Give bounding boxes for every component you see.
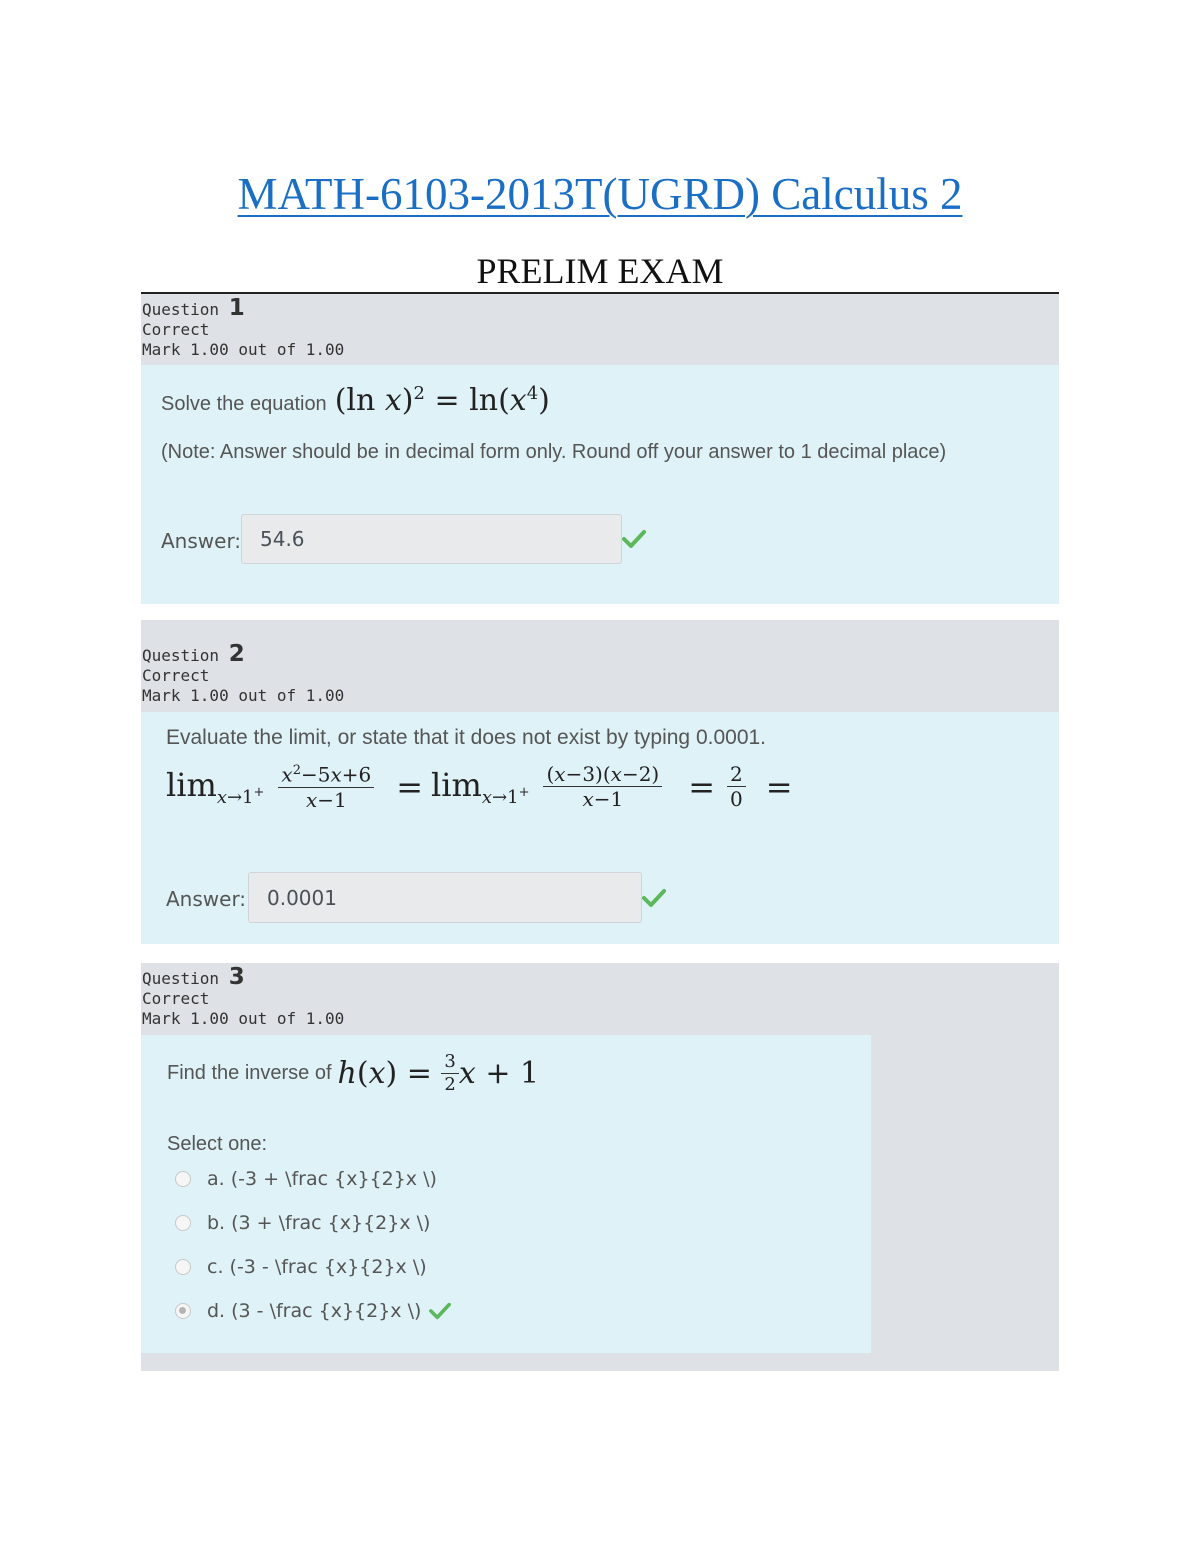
question-1-content: [141, 365, 1059, 604]
question-prompt: Solve the equation: [161, 393, 327, 415]
option-a[interactable]: [175, 1168, 437, 1190]
question-number: 3: [228, 964, 245, 990]
answer-label: Answer:: [161, 529, 242, 553]
option-b[interactable]: [175, 1212, 430, 1234]
radio-button[interactable]: [175, 1259, 191, 1275]
question-status: Correct: [142, 989, 210, 1008]
answer-input[interactable]: 54.6: [241, 514, 622, 564]
question-number: 1: [228, 295, 245, 321]
question-1-heading: [141, 295, 1059, 321]
question-label: Question: [142, 300, 220, 319]
option-c[interactable]: [175, 1256, 427, 1278]
check-icon: [642, 887, 666, 909]
question-label: Question: [142, 969, 220, 988]
check-icon: [622, 528, 646, 550]
question-prompt: Find the inverse of: [167, 1062, 332, 1084]
option-text: c. (-3 - \frac {x}{2}x \): [207, 1256, 427, 1278]
option-text: b. (3 + \frac {x}{2}x \): [207, 1212, 431, 1234]
question-note: (Note: Answer should be in decimal form only. Round off your answer to 1 decimal place): [161, 441, 947, 463]
check-icon: [429, 1301, 451, 1321]
document-title[interactable]: MATH-6103-2013T(UGRD) Calculus 2: [237, 169, 963, 219]
question-status: Correct: [142, 320, 210, 339]
question-2-heading: [141, 641, 1059, 667]
question-prompt: Evaluate the limit, or state that it does not exist by typing 0.0001.: [166, 726, 767, 749]
option-d[interactable]: [175, 1300, 451, 1322]
limit-expression: $\lim_{x\to 1^+}$ $\frac{x^2-5x+6}{x-1}$ = $\lim_{x\to 1^+}$ $\frac{(x-3)(x-2)}{x-1}$ = $\frac{2}{0}$ =: [166, 762, 793, 812]
equation: (ln $x)^2 = \ln(x^4)$: [334, 383, 550, 418]
radio-button[interactable]: [175, 1215, 191, 1231]
exam-title: PRELIM EXAM: [476, 251, 724, 291]
question-1-prompt-line: [161, 383, 550, 418]
function-definition: h ( x ) = $\frac{3}{2}$ x + 1: [337, 1051, 540, 1095]
select-one-label: Select one:: [167, 1133, 268, 1155]
question-1-info: [141, 294, 1059, 365]
question-number: 2: [228, 641, 245, 667]
option-text: d. (3 - \frac {x}{2}x \): [207, 1300, 422, 1322]
question-3-heading: [141, 964, 1059, 990]
question-label: Question: [142, 646, 220, 665]
question-mark: Mark 1.00 out of 1.00: [142, 1009, 345, 1028]
radio-button-selected[interactable]: [175, 1303, 191, 1319]
answer-label: Answer:: [166, 887, 247, 911]
question-mark: Mark 1.00 out of 1.00: [142, 686, 345, 705]
question-mark: Mark 1.00 out of 1.00: [142, 340, 345, 359]
question-2-info: [141, 620, 1059, 712]
answer-input[interactable]: 0.0001: [248, 872, 642, 923]
question-status: Correct: [142, 666, 210, 685]
radio-button[interactable]: [175, 1171, 191, 1187]
option-text: a. (-3 + \frac {x}{2}x \): [207, 1168, 437, 1190]
question-3-prompt-line: [167, 1053, 539, 1094]
